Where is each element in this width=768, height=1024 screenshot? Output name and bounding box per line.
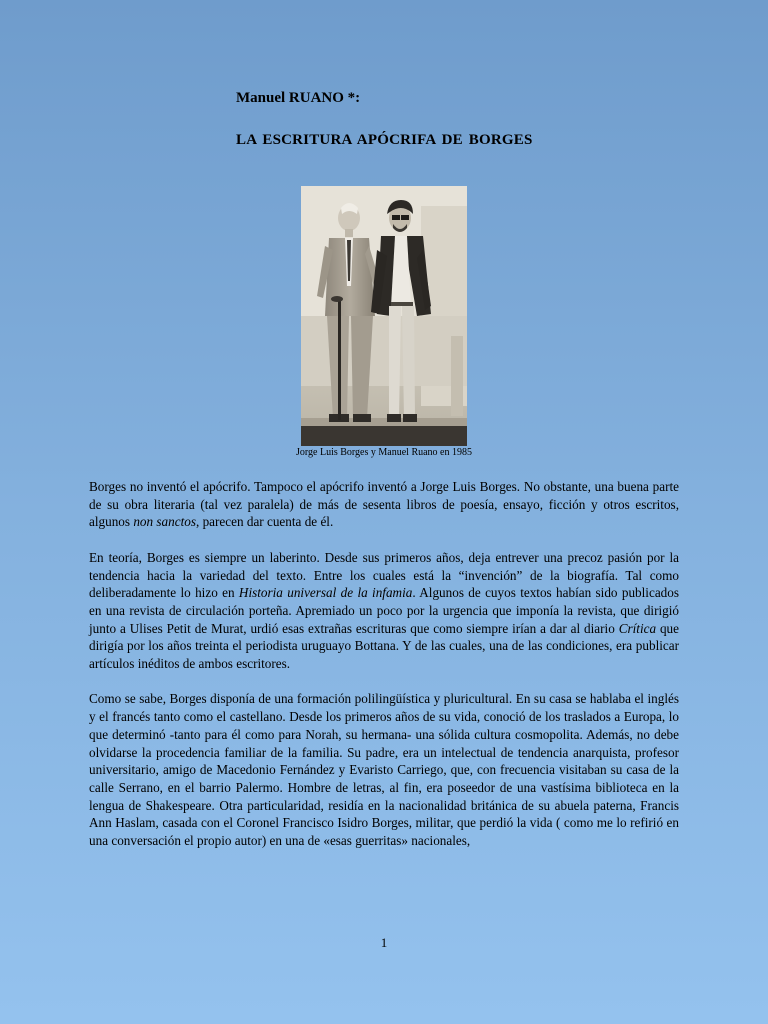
article-body xyxy=(89,478,679,867)
paragraph-2 xyxy=(89,549,679,673)
paragraph-3: Como se sabe, Borges disponía de una formación polilingüística y pluricultural. En su casa se hablaba el inglés y el francés tanto como el castellano. Desde los primeros años de su vida, conoció de los traslados a Europa, lo que determinó -tanto para él como para Norah, su hermana- una sólida cultura cosmopolita. Además, no debe olvidarse la procedencia familiar de la familia. Su padre, era un intelectual de tendencia anarquista, profesor universitario, amigo de Macedonio Fernández y Evaristo Carriego, que, con frecuencia visitaban su casa de la calle Serrano, en el barrio Palermo. Hombre de letras, al fin, era poseedor de una vastísima biblioteca en la lengua de Shakespeare. Otra particularidad, residía en la nacionalidad británica de su abuela paterna, Francis Ann Haslam, casada con el Coronel Francisco Isidro Borges, militar, que perdió la vida ( como me lo refirió en una conversación el propio autor) en una de «esas guerritas» nacionales, xyxy=(89,691,679,849)
paragraph-1-italic: non sanctos xyxy=(133,514,196,530)
page-number: 1 xyxy=(380,935,388,950)
paragraph-1 xyxy=(89,478,679,531)
photo-caption: Jorge Luis Borges y Manuel Ruano en 1985 xyxy=(295,447,472,458)
author-name: Manuel RUANO *: xyxy=(236,90,361,106)
paragraph-2-italic-newspaper: Crítica xyxy=(618,620,657,636)
paragraph-1-text-a: Borges no inventó el apócrifo. Tampoco el apócrifo inventó a Jorge Luis Borges. No obstante, una buena parte de su obra literaria (tal vez paralela) de más de sesenta libros de poesía, ensayo, ficción y otros escritos, algunos xyxy=(89,479,679,530)
article-title: LA ESCRITURA APÓCRIFA DE BORGES xyxy=(236,132,533,148)
borges-ruano-photo xyxy=(301,186,467,446)
paragraph-2-text-c: que dirigía por los años treinta el periodista uruguayo Bottana. Y de las cuales, una de las condiciones, era publicar artículos inéditos de ambos escritores. xyxy=(89,620,679,672)
paragraph-1-text-b: , parecen dar cuenta de él. xyxy=(195,514,334,530)
paragraph-2-text-a: En teoría, Borges es siempre un laberinto. Desde sus primeros años, deja entrever una precoz pasión por la tendencia hacia la variedad del texto. Entre los cuales está la “invención” de la biografía. Tal como deliberadamente lo hizo en xyxy=(89,549,679,601)
paragraph-2-italic-book: Historia universal de la infamia xyxy=(238,585,413,601)
paragraph-2-text-b: . Algunos de cuyos textos habían sido publicados en una revista de circulación porteña. Apremiado un poco por la urgencia que imponía la revista, que dirigió junto a Ulises Petit de Murat, urdió esas extrañas escrituras que como siempre irían a dar al diario xyxy=(89,585,679,636)
